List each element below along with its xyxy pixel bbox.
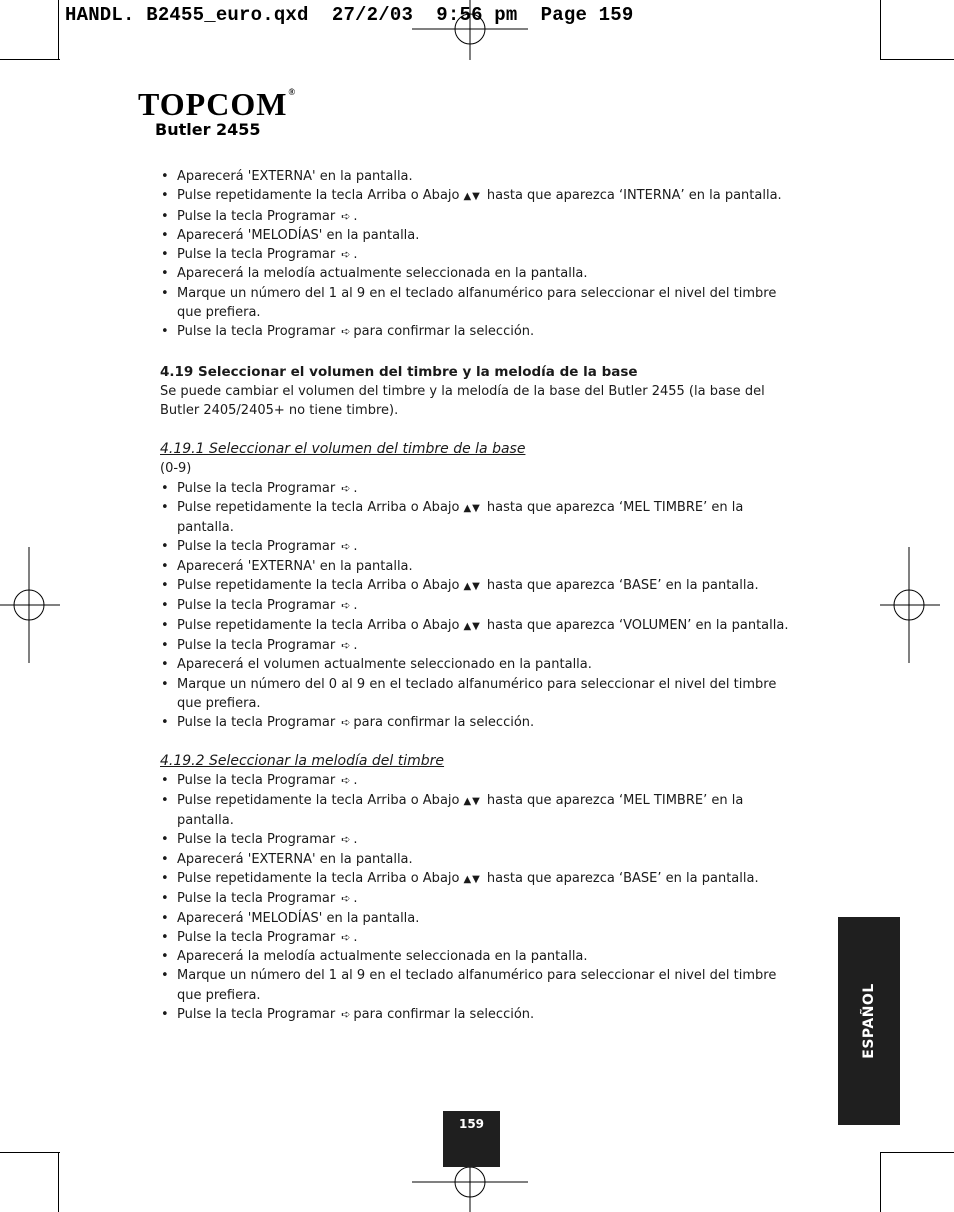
item-text: Pulse la tecla Programar	[177, 929, 336, 945]
crop-mark	[880, 0, 881, 60]
item-text: .	[353, 773, 358, 789]
item-text: Pulse repetidamente la tecla Arriba o Abajo	[177, 870, 460, 886]
crop-mark	[880, 59, 954, 60]
program-key-icon: ➪	[341, 540, 351, 554]
item-text: Marque un número del 1 al 9 en el teclado alfanumérico para seleccionar el nivel del timbre que prefiera.	[177, 968, 777, 1003]
registration-mark-icon	[0, 547, 60, 663]
item-text: Pulse la tecla Programar	[177, 539, 336, 555]
list-item	[160, 284, 800, 323]
item-text: Pulse la tecla Programar	[177, 637, 336, 653]
up-down-arrows-icon: ▲▼	[463, 620, 481, 632]
program-key-icon: ➪	[341, 209, 351, 223]
program-key-icon: ➪	[341, 599, 351, 613]
list-item	[160, 636, 800, 655]
program-key-icon: ➪	[341, 716, 351, 730]
brand-logo	[138, 88, 296, 120]
list-item	[160, 616, 800, 636]
item-text: Aparecerá la melodía actualmente seleccionada en la pantalla.	[177, 949, 588, 965]
list-item	[160, 264, 800, 283]
item-text: Marque un número del 0 al 9 en el teclado alfanumérico para seleccionar el nivel del timbre que prefiera.	[177, 676, 777, 711]
crop-mark	[0, 1152, 60, 1153]
item-text: hasta que aparezca ‘BASE’ en la pantalla.	[486, 870, 759, 886]
list-item	[160, 596, 800, 615]
item-text: hasta que aparezca ‘INTERNA’ en la pantalla.	[486, 188, 782, 204]
subsection-heading: 4.19.1 Seleccionar el volumen del timbre de la base	[160, 441, 526, 458]
item-text: Pulse la tecla Programar	[177, 715, 336, 731]
program-key-icon: ➪	[341, 325, 351, 339]
item-text: .	[353, 598, 358, 614]
item-text: Pulse la tecla Programar	[177, 891, 336, 907]
item-text: Aparecerá 'MELODÍAS' en la pantalla.	[177, 910, 420, 926]
item-text: .	[353, 539, 358, 555]
list-item	[160, 889, 800, 908]
program-key-icon: ➪	[341, 481, 351, 495]
list-item	[160, 713, 800, 732]
list-item	[160, 869, 800, 889]
instruction-list	[160, 771, 800, 1024]
list-item	[160, 655, 800, 674]
item-text: .	[353, 247, 358, 263]
item-text: Pulse la tecla Programar	[177, 598, 336, 614]
program-key-icon: ➪	[341, 1007, 351, 1021]
item-text: Pulse la tecla Programar	[177, 480, 336, 496]
item-text: Aparecerá el volumen actualmente seleccionado en la pantalla.	[177, 657, 592, 673]
item-text: .	[353, 637, 358, 653]
item-text: para confirmar la selección.	[353, 324, 535, 340]
section-heading: 4.19 Seleccionar el volumen del timbre y la melodía de la base	[160, 363, 638, 380]
item-text: Pulse la tecla Programar	[177, 832, 336, 848]
up-down-arrows-icon: ▲▼	[463, 795, 481, 807]
item-text: .	[353, 929, 358, 945]
registration-mark-icon	[880, 547, 940, 663]
up-down-arrows-icon: ▲▼	[463, 502, 481, 514]
page-number: 159	[458, 1117, 485, 1131]
list-item	[160, 479, 800, 498]
subsection-heading: 4.19.2 Seleccionar la melodía del timbre	[160, 753, 445, 770]
list-item	[160, 947, 800, 966]
list-item	[160, 791, 800, 831]
item-text: .	[353, 208, 358, 224]
section-intro: Se puede cambiar el volumen del timbre y la melodía de la base del Butler 2455 (la base del Butler 2405/2405+ no tiene timbre).	[160, 383, 765, 418]
item-text: Pulse la tecla Programar	[177, 773, 336, 789]
program-key-icon: ➪	[341, 930, 351, 944]
item-text: Pulse la tecla Programar	[177, 208, 336, 224]
program-key-icon: ➪	[341, 833, 351, 847]
item-text: Pulse la tecla Programar	[177, 324, 336, 340]
list-item	[160, 226, 800, 245]
item-text: Pulse repetidamente la tecla Arriba o Abajo	[177, 792, 460, 808]
item-text: Pulse la tecla Programar	[177, 247, 336, 263]
item-text: hasta que aparezca ‘VOLUMEN’ en la pantalla.	[486, 617, 789, 633]
list-item	[160, 771, 800, 790]
program-key-icon: ➪	[341, 892, 351, 906]
list-item	[160, 186, 800, 206]
list-item	[160, 537, 800, 556]
list-item	[160, 928, 800, 947]
item-text: Aparecerá 'MELODÍAS' en la pantalla.	[177, 227, 420, 243]
list-item	[160, 245, 800, 264]
list-item	[160, 576, 800, 596]
item-text: Aparecerá 'EXTERNA' en la pantalla.	[177, 169, 413, 184]
print-slug: HANDL. B2455_euro.qxd 27/2/03 9:56 pm Page 159	[65, 4, 634, 26]
up-down-arrows-icon: ▲▼	[463, 581, 481, 593]
crop-mark	[880, 1152, 954, 1153]
list-item	[160, 167, 800, 186]
list-item	[160, 207, 800, 226]
list-item	[160, 1005, 800, 1024]
crop-mark	[58, 0, 59, 60]
crop-mark	[0, 59, 60, 60]
crop-mark	[880, 1152, 881, 1212]
list-item	[160, 850, 800, 869]
language-tab-label: ESPAÑOL	[861, 983, 877, 1059]
list-item	[160, 966, 800, 1005]
item-text: Pulse repetidamente la tecla Arriba o Abajo	[177, 617, 460, 633]
model-name: Butler 2455	[155, 120, 261, 139]
item-text: para confirmar la selección.	[353, 1006, 535, 1022]
item-text: Pulse la tecla Programar	[177, 1006, 336, 1022]
program-key-icon: ➪	[341, 638, 351, 652]
item-text: Aparecerá 'EXTERNA' en la pantalla.	[177, 851, 413, 867]
item-text: Aparecerá la melodía actualmente seleccionada en la pantalla.	[177, 266, 588, 282]
brand-logo-text: TOPCOM	[138, 86, 288, 122]
main-content	[160, 167, 800, 1024]
list-item	[160, 675, 800, 714]
up-down-arrows-icon: ▲▼	[463, 191, 481, 203]
item-text: Pulse repetidamente la tecla Arriba o Abajo	[177, 499, 460, 515]
instruction-list	[160, 479, 800, 733]
item-text: hasta que aparezca ‘MEL TIMBRE’ en la pantalla.	[177, 792, 744, 829]
list-item	[160, 909, 800, 928]
list-item	[160, 498, 800, 538]
range-note: (0-9)	[160, 461, 192, 477]
instruction-list	[160, 167, 800, 342]
item-text: hasta que aparezca ‘MEL TIMBRE’ en la pantalla.	[177, 499, 744, 536]
list-item	[160, 322, 800, 341]
item-text: .	[353, 891, 358, 907]
item-text: hasta que aparezca ‘BASE’ en la pantalla.	[486, 578, 759, 594]
language-tab	[838, 917, 900, 1125]
item-text: Marque un número del 1 al 9 en el teclado alfanumérico para seleccionar el nivel del timbre que prefiera.	[177, 285, 777, 321]
item-text: .	[353, 480, 358, 496]
item-text: Pulse repetidamente la tecla Arriba o Abajo	[177, 578, 460, 594]
list-item	[160, 830, 800, 849]
list-item	[160, 557, 800, 576]
crop-mark	[58, 1152, 59, 1212]
item-text: para confirmar la selección.	[353, 715, 535, 731]
up-down-arrows-icon: ▲▼	[463, 873, 481, 885]
program-key-icon: ➪	[341, 774, 351, 788]
item-text: Pulse repetidamente la tecla Arriba o Abajo	[177, 188, 460, 204]
page-number-box	[443, 1111, 500, 1167]
item-text: .	[353, 832, 358, 848]
program-key-icon: ➪	[341, 248, 351, 262]
item-text: Aparecerá 'EXTERNA' en la pantalla.	[177, 558, 413, 574]
registered-mark-icon: ®	[288, 87, 297, 97]
